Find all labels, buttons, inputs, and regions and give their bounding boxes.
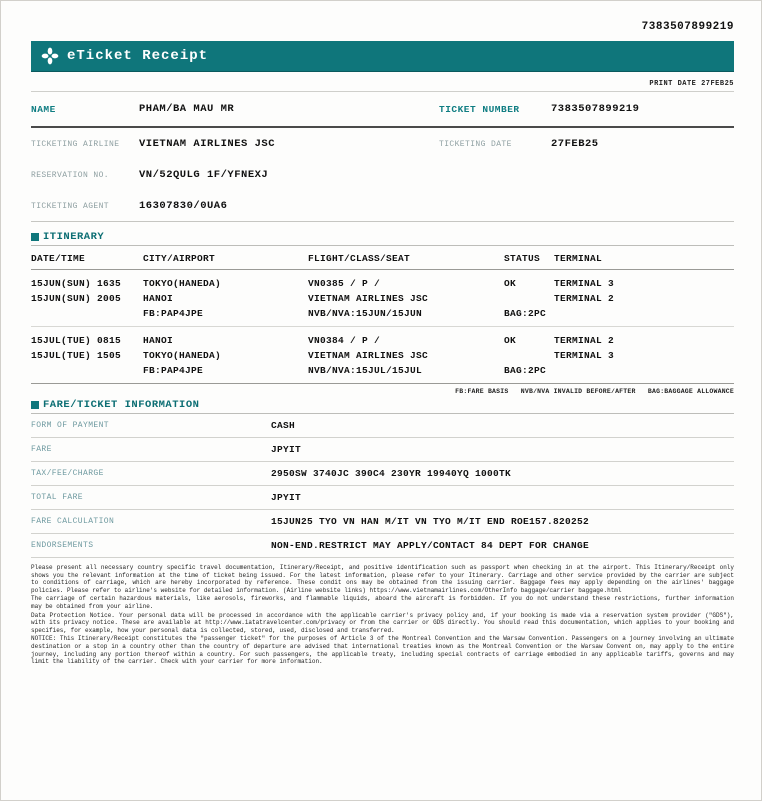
fare-section-title: FARE/TICKET INFORMATION bbox=[43, 399, 200, 411]
passenger-name-row bbox=[31, 91, 734, 128]
ticketing-agent-value: 16307830/0UA6 bbox=[139, 200, 228, 212]
segment-fare-basis: FB:PAP4JPE bbox=[143, 365, 204, 376]
fine-print bbox=[31, 564, 734, 666]
segment-terminal: TERMINAL 2 bbox=[554, 335, 615, 346]
passenger-name: PHAM/BA MAU MR bbox=[139, 103, 235, 115]
itinerary-section-header bbox=[31, 231, 734, 246]
segment-flight: VN0384 / P / bbox=[308, 335, 381, 346]
col-date-time: DATE/TIME bbox=[31, 253, 86, 264]
col-status: STATUS bbox=[504, 253, 541, 264]
page-content bbox=[31, 1, 734, 667]
fare-calculation-value: 15JUN25 TYO VN HAN M/IT VN TYO M/IT END ROE157.820252 bbox=[271, 516, 590, 527]
segment-validity: NVB/NVA:15JUN/15JUN bbox=[308, 308, 423, 319]
segment-date: 15JUL(TUE) 0815 bbox=[31, 335, 122, 346]
ticketing-agent-label: TICKETING AGENT bbox=[31, 201, 110, 211]
fare-row-form-of-payment bbox=[31, 414, 734, 438]
fare-section-header bbox=[31, 399, 734, 414]
fare-row-fare-calculation bbox=[31, 510, 734, 534]
segment-city: TOKYO(HANEDA) bbox=[143, 350, 222, 361]
fare-row-total-fare bbox=[31, 486, 734, 510]
total-fare-value: JPYIT bbox=[271, 492, 302, 503]
segment-baggage: BAG:2PC bbox=[504, 365, 547, 376]
section-square-icon bbox=[31, 401, 39, 409]
total-fare-label: TOTAL FARE bbox=[31, 493, 84, 502]
segment-status: OK bbox=[504, 335, 517, 346]
col-terminal: TERMINAL bbox=[554, 253, 603, 264]
ticketing-airline-label: TICKETING AIRLINE bbox=[31, 139, 120, 149]
ticketing-date-value: 27FEB25 bbox=[551, 138, 599, 150]
segment-date: 15JUN(SUN) 2005 bbox=[31, 293, 122, 304]
reservation-no-value: VN/52QULG 1F/YFNEXJ bbox=[139, 169, 269, 181]
segment-city: HANOI bbox=[143, 293, 174, 304]
itinerary-legend: FB:FARE BASIS NVB/NVA INVALID BEFORE/AFTER BAG:BAGGAGE ALLOWANCE bbox=[455, 388, 734, 395]
fare-row-endorsements bbox=[31, 534, 734, 558]
segment-terminal: TERMINAL 3 bbox=[554, 278, 615, 289]
tax-fee-charge-value: 2950SW 3740JC 390C4 230YR 19940YQ 1000TK bbox=[271, 468, 512, 479]
form-of-payment-value: CASH bbox=[271, 420, 296, 431]
fare-calculation-label: FARE CALCULATION bbox=[31, 517, 115, 526]
ticketing-airline-row bbox=[31, 128, 734, 159]
print-date: PRINT DATE 27FEB25 bbox=[649, 80, 734, 88]
ticket-number-label: TICKET NUMBER bbox=[439, 103, 520, 115]
ticket-number: 7383507899219 bbox=[551, 103, 640, 115]
segment-validity: NVB/NVA:15JUL/15JUL bbox=[308, 365, 423, 376]
segment-city: HANOI bbox=[143, 335, 174, 346]
document-number: 7383507899219 bbox=[641, 21, 734, 33]
reservation-no-label: RESERVATION NO. bbox=[31, 170, 110, 180]
header-bar bbox=[31, 41, 734, 71]
fare-row-fare bbox=[31, 438, 734, 462]
segment-terminal: TERMINAL 3 bbox=[554, 350, 615, 361]
fare-label: FARE bbox=[31, 445, 52, 454]
form-of-payment-label: FORM OF PAYMENT bbox=[31, 421, 110, 430]
tax-fee-charge-label: TAX/FEE/CHARGE bbox=[31, 469, 104, 478]
segment-baggage: BAG:2PC bbox=[504, 308, 547, 319]
page-title: eTicket Receipt bbox=[67, 48, 209, 64]
ticketing-date-label: TICKETING DATE bbox=[439, 139, 512, 149]
segment-date: 15JUN(SUN) 1635 bbox=[31, 278, 122, 289]
segment-flight: VN0385 / P / bbox=[308, 278, 381, 289]
endorsements-label: ENDORSEMENTS bbox=[31, 541, 94, 550]
reservation-no-row bbox=[31, 159, 734, 190]
fare-value: JPYIT bbox=[271, 444, 302, 455]
fare-row-tax-fee-charge bbox=[31, 462, 734, 486]
segment-carrier: VIETNAM AIRLINES JSC bbox=[308, 350, 429, 361]
col-flight-class-seat: FLIGHT/CLASS/SEAT bbox=[308, 253, 411, 264]
segment-carrier: VIETNAM AIRLINES JSC bbox=[308, 293, 429, 304]
fine-print-paragraph-4: NOTICE: This Itinerary/Receipt constitutes the "passenger ticket" for the purposes of Article 3 of the Montreal Convention and the Warsaw Convention. Passengers on a journey involving an ultimate destination or a stop in a country other than the country of departure are advised that international treaties known as the Montreal Convention or the Warsaw Convent on, may apply to the entire journey, including any portion thereof within a country. For such passengers, the applicable treaty, including special contracts of carriage embodied in any applicable tariffs, governs and may limit the liability of the carrier. Check with your carrier for more information. bbox=[31, 635, 734, 666]
itinerary-segment-1 bbox=[31, 270, 734, 327]
ticketing-agent-row bbox=[31, 190, 734, 222]
fine-print-paragraph-2: The carriage of certain hazardous materials, like aerosols, fireworks, and flammable liquids, aboard the aircraft is forbidden. If you do not understand these restrictions, further information may be obtained from your airline. bbox=[31, 595, 734, 610]
col-city-airport: CITY/AIRPORT bbox=[143, 253, 216, 264]
segment-status: OK bbox=[504, 278, 517, 289]
fine-print-paragraph-3: Data Protection Notice. Your personal data will be processed in accordance with the applicable carrier's privacy policy and, if your booking is made via a reservation system provider ("GDS"), with its privacy notice. These are available at http://www.iatatravelcenter.com/privacy or from the carrier or GDS directly. You should read this documentation, which applies to your booking and specifies, for example, how your personal data is collected, stored, used, disclosed and transferred. bbox=[31, 611, 734, 634]
fine-print-paragraph-1: Please present all necessary country specific travel documentation, Itinerary/Receipt, and positive identification such as passport when checking in at the airport. This Itinerary/Receipt only shows you the relevant information at the time of ticket being issued. For the latest information, please refer to your Itinerary. Carriage and other service provided by the carrier are subject to conditions of carriage, which are hereby incorporated by reference. These condit ons may be obtained from the issuing carrier. Baggage fees may apply depending on the airlines' baggage policies. Please refer to airline's website for detailed information. (Airline website links) https://www.vietnamairlines.com/OtherInfo baggage/carrier baggage.html bbox=[31, 564, 734, 594]
segment-city: TOKYO(HANEDA) bbox=[143, 278, 222, 289]
lotus-icon bbox=[41, 47, 59, 65]
itinerary-segment-2 bbox=[31, 327, 734, 384]
segment-fare-basis: FB:PAP4JPE bbox=[143, 308, 204, 319]
section-square-icon bbox=[31, 233, 39, 241]
ticketing-airline-value: VIETNAM AIRLINES JSC bbox=[139, 138, 276, 150]
segment-terminal: TERMINAL 2 bbox=[554, 293, 615, 304]
endorsements-value: NON-END.RESTRICT MAY APPLY/CONTACT 84 DEPT FOR CHANGE bbox=[271, 540, 590, 551]
itinerary-column-headers bbox=[31, 246, 734, 270]
itinerary-section-title: ITINERARY bbox=[43, 231, 105, 243]
name-label: NAME bbox=[31, 103, 56, 115]
segment-date: 15JUL(TUE) 1505 bbox=[31, 350, 122, 361]
